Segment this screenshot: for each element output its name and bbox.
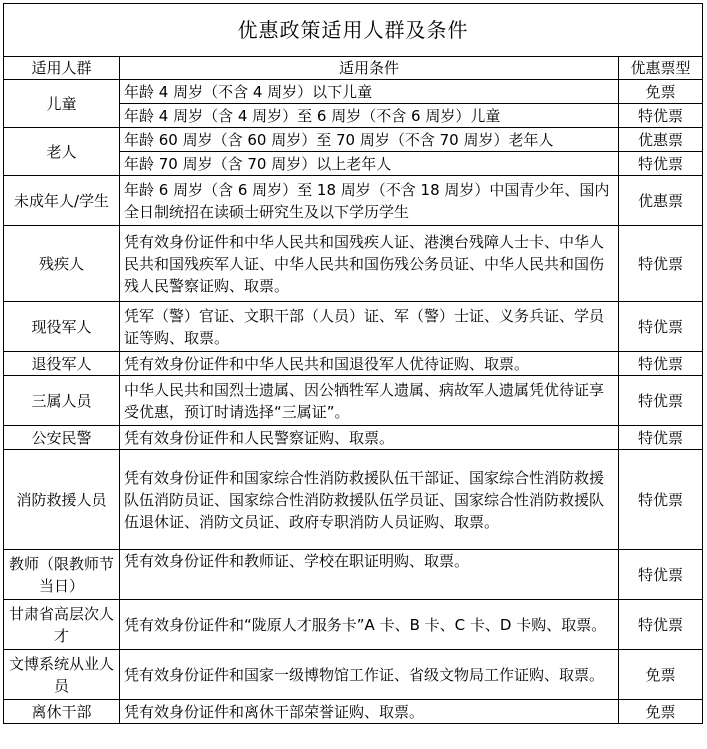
condition-cell: 年龄 70 周岁（含 70 周岁）以上老年人 <box>120 152 619 176</box>
condition-cell: 凭有效身份证件和离休干部荣誉证购、取票。 <box>120 700 619 724</box>
group-cell: 消防救援人员 <box>4 450 120 550</box>
table-row <box>4 550 703 600</box>
header-ticket: 优惠票型 <box>619 57 703 80</box>
ticket-cell: 特优票 <box>619 352 703 376</box>
table-row <box>4 128 703 152</box>
condition-cell: 凭有效身份证件和教师证、学校在职证明购、取票。 <box>120 550 619 600</box>
discount-policy-table <box>3 3 703 724</box>
ticket-cell: 特优票 <box>619 226 703 302</box>
condition-cell: 凭有效身份证件和国家综合性消防救援队伍干部证、国家综合性消防救援队伍消防员证、国家综合性消防救援队伍学员证、国家综合性消防救援队伍退休证、消防文员证、政府专职消防人员证购、取票。 <box>120 450 619 550</box>
condition-cell: 中华人民共和国烈士遗属、因公牺牲军人遗属、病故军人遗属凭优待证享受优惠，预订时请选择“三属证”。 <box>120 376 619 426</box>
ticket-cell: 特优票 <box>619 426 703 450</box>
table-row <box>4 302 703 352</box>
group-cell: 老人 <box>4 128 120 176</box>
condition-cell: 凭有效身份证件和人民警察证购、取票。 <box>120 426 619 450</box>
condition-cell: 凭军（警）官证、文职干部（人员）证、军（警）士证、义务兵证、学员证等购、取票。 <box>120 302 619 352</box>
ticket-cell: 优惠票 <box>619 128 703 152</box>
group-cell: 儿童 <box>4 80 120 128</box>
table-row <box>4 600 703 650</box>
ticket-cell: 免票 <box>619 700 703 724</box>
condition-cell: 年龄 60 周岁（含 60 周岁）至 70 周岁（不含 70 周岁）老年人 <box>120 128 619 152</box>
group-cell: 退役军人 <box>4 352 120 376</box>
condition-cell: 凭有效身份证件和“陇原人才服务卡”A 卡、B 卡、C 卡、D 卡购、取票。 <box>120 600 619 650</box>
condition-cell: 年龄 6 周岁（含 6 周岁）至 18 周岁（不含 18 周岁）中国青少年、国内全日制统招在读硕士研究生及以下学历学生 <box>120 176 619 226</box>
table-row <box>4 650 703 700</box>
group-cell: 教师（限教师节当日） <box>4 550 120 600</box>
group-cell: 公安民警 <box>4 426 120 450</box>
ticket-cell: 免票 <box>619 80 703 104</box>
group-cell: 离休干部 <box>4 700 120 724</box>
group-cell: 三属人员 <box>4 376 120 426</box>
ticket-cell: 免票 <box>619 650 703 700</box>
table-row <box>4 700 703 724</box>
policy-table-wrapper <box>3 3 702 724</box>
condition-cell: 年龄 4 周岁（含 4 周岁）至 6 周岁（不含 6 周岁）儿童 <box>120 104 619 128</box>
ticket-cell: 特优票 <box>619 104 703 128</box>
group-cell: 文博系统从业人员 <box>4 650 120 700</box>
header-group: 适用人群 <box>4 57 120 80</box>
table-row <box>4 80 703 104</box>
ticket-cell: 特优票 <box>619 600 703 650</box>
condition-cell: 凭有效身份证件和中华人民共和国残疾人证、港澳台残障人士卡、中华人民共和国残疾军人证、中华人民共和国伤残公务员证、中华人民共和国伤残人民警察证购、取票。 <box>120 226 619 302</box>
table-row <box>4 226 703 302</box>
table-row <box>4 426 703 450</box>
ticket-cell: 特优票 <box>619 152 703 176</box>
ticket-cell: 优惠票 <box>619 176 703 226</box>
table-row <box>4 176 703 226</box>
header-condition: 适用条件 <box>120 57 619 80</box>
ticket-cell: 特优票 <box>619 302 703 352</box>
group-cell: 残疾人 <box>4 226 120 302</box>
condition-cell: 凭有效身份证件和国家一级博物馆工作证、省级文物局工作证购、取票。 <box>120 650 619 700</box>
table-title: 优惠政策适用人群及条件 <box>4 4 703 57</box>
table-row <box>4 352 703 376</box>
ticket-cell: 特优票 <box>619 450 703 550</box>
condition-cell: 凭有效身份证件和中华人民共和国退役军人优待证购、取票。 <box>120 352 619 376</box>
group-cell: 未成年人/学生 <box>4 176 120 226</box>
table-row <box>4 450 703 550</box>
group-cell: 现役军人 <box>4 302 120 352</box>
ticket-cell: 特优票 <box>619 550 703 600</box>
group-cell: 甘肃省高层次人才 <box>4 600 120 650</box>
table-row <box>4 376 703 426</box>
condition-cell: 年龄 4 周岁（不含 4 周岁）以下儿童 <box>120 80 619 104</box>
ticket-cell: 特优票 <box>619 376 703 426</box>
